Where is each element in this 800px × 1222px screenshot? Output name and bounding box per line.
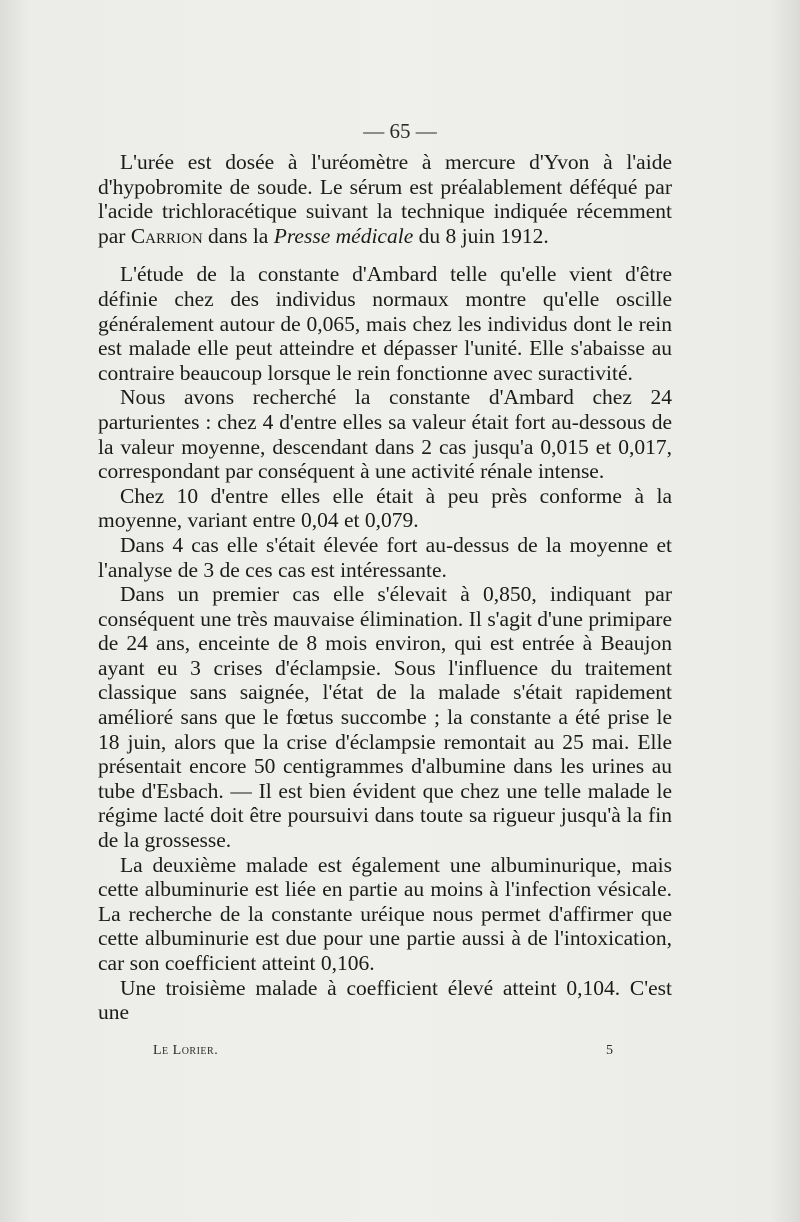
paragraph-8: Une troisième malade à coefficient élevé atteint 0,104. C'est une bbox=[98, 975, 672, 1025]
paragraph-5: Dans 4 cas elle s'était élevée fort au-dessus de la moyenne et l'analyse de 3 de ces cas est intéressante. bbox=[98, 532, 672, 582]
page-footer bbox=[153, 1043, 613, 1059]
paragraph-1-mid: dans la bbox=[202, 223, 274, 248]
page-number: — 65 — bbox=[363, 119, 437, 143]
paragraph-4: Chez 10 d'entre elles elle était à peu près conforme à la moyenne, variant entre 0,04 et 0,079. bbox=[98, 483, 672, 533]
body-text bbox=[98, 150, 672, 1025]
footer-signature-mark: 5 bbox=[606, 1043, 613, 1058]
paragraph-7: La deuxième malade est également une albuminurique, mais cette albuminurie est liée en partie au moins à l'infection vésicale. La recherche de la constante uréique nous permet d'affirmer que cette albuminurie est due pour une partie aussi à de l'intoxication, car son coefficient atteint 0,106. bbox=[98, 852, 672, 975]
paragraph-3: Nous avons recherché la constante d'Ambard chez 24 parturientes : chez 4 d'entre elles sa valeur était fort au-dessous de la valeur moyenne, descendant dans 2 cas jusqu'a 0,015 et 0,017, correspondant par conséquent à une activité rénale intense. bbox=[98, 385, 672, 484]
paragraph-1 bbox=[98, 150, 672, 248]
paragraph-2: L'étude de la constante d'Ambard telle qu'elle vient d'être définie chez des individus normaux montre qu'elle oscille généralement autour de 0,065, mais chez les individus dont le rein est malade elle peut atteindre et dépasser l'unité. Elle s'abaisse au contraire beaucoup lorsque le rein fonctionne avec suractivité. bbox=[98, 262, 672, 385]
paragraph-1-start: L'urée est dosée à l'uréomètre à mercure d'Yvon à l'aide d'hypobromite de soude. Le sérum est préalablement déféqué par l'acide trichloracétique suivant la technique indiquée récemment par bbox=[98, 150, 672, 248]
author-name-carrion: Carrion bbox=[130, 223, 203, 248]
journal-title: Presse médicale bbox=[273, 223, 414, 248]
paragraph-1-end: du 8 juin 1912. bbox=[413, 223, 549, 248]
footer-author: Le Lorier. bbox=[153, 1043, 219, 1058]
paragraph-6: Dans un premier cas elle s'élevait à 0,850, indiquant par conséquent une très mauvaise élimination. Il s'agit d'une primipare de 24 ans, enceinte de 8 mois environ, qui est entrée à Beaujon ayant eu 3 crises d'éclampsie. Sous l'influence du traitement classique sans saignée, l'état de la malade s'était rapidement amélioré sans que le fœtus succombe ; la constante a été prise le 18 juin, alors que la crise d'éclampsie remontait au 25 mai. Elle présentait encore 50 centigrammes d'albumine dans les urines au tube d'Esbach. — Il est bien évident que chez une telle malade le régime lacté doit être poursuivi dans toute sa rigueur jusqu'à la fin de la grossesse. bbox=[98, 582, 672, 853]
